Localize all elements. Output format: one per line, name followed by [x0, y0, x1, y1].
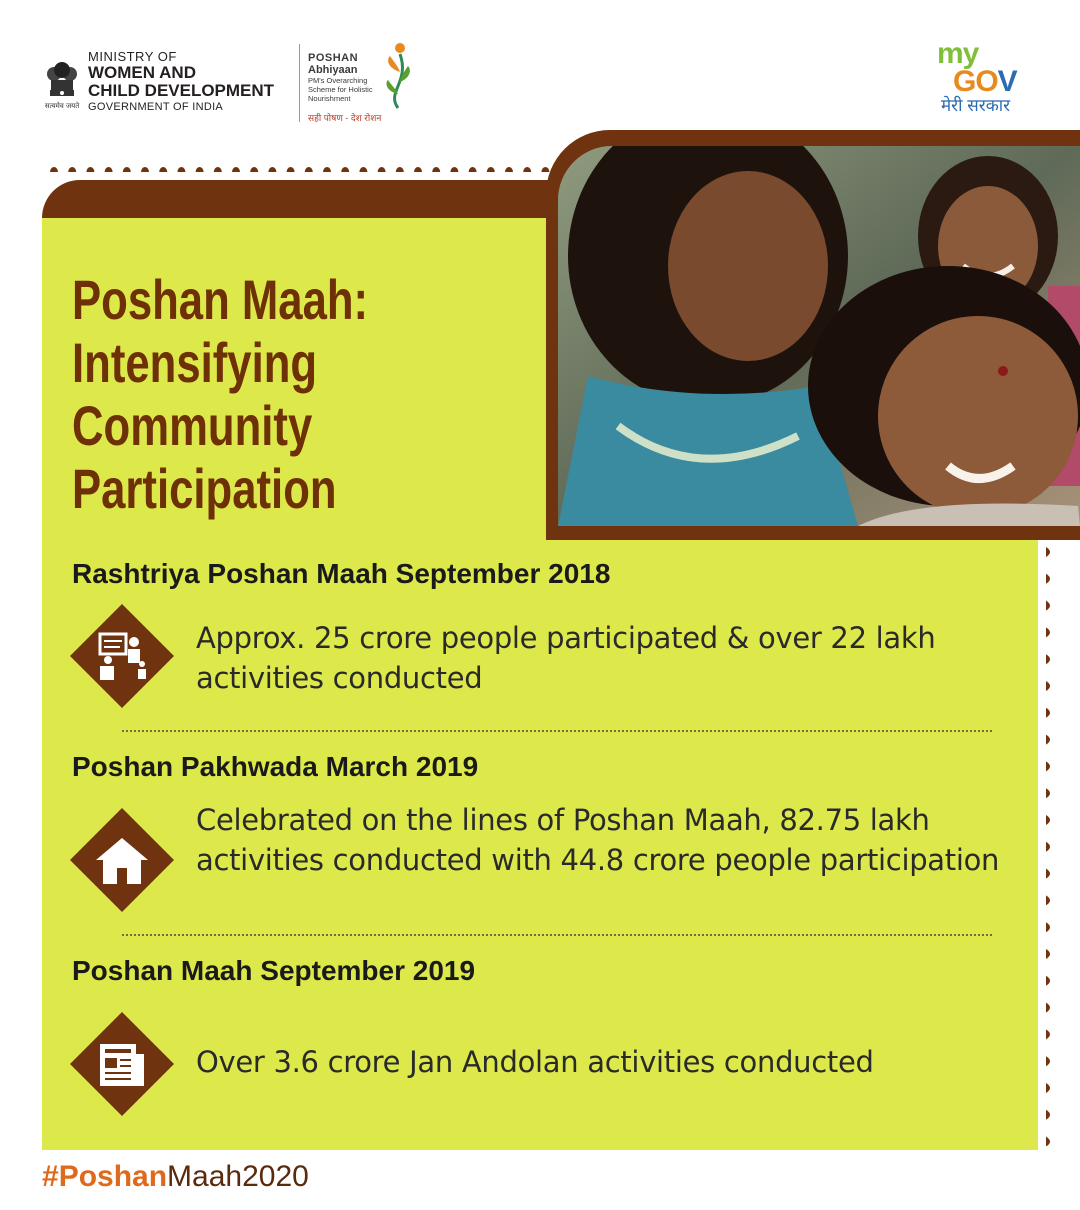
- decorative-bead: [86, 167, 94, 172]
- section-text-2019-september: Over 3.6 crore Jan Andolan activities conducted: [196, 1045, 874, 1079]
- decorative-bead: [396, 167, 404, 172]
- decorative-bead: [1046, 601, 1050, 611]
- decorative-bead: [378, 167, 386, 172]
- decorative-bead: [1046, 922, 1050, 932]
- decorative-bead: [541, 167, 549, 172]
- section-divider: [122, 934, 992, 936]
- decorative-bead: [196, 167, 204, 172]
- logo-divider: [299, 44, 300, 122]
- title-line2: Intensifying: [72, 331, 318, 394]
- decorative-bead: [232, 167, 240, 172]
- poshan-line3: PM's Overarching Scheme for Holistic Nourishment: [308, 76, 373, 103]
- ministry-line4: GOVERNMENT OF INDIA: [88, 101, 224, 113]
- poshan-line1: POSHAN: [308, 52, 359, 64]
- decorative-dots-top: [50, 162, 570, 174]
- decorative-bead: [1046, 1056, 1050, 1066]
- children-smiling-photo-icon: [558, 146, 1080, 526]
- decorative-triangles-right: [1044, 546, 1058, 1146]
- national-emblem-icon: [42, 50, 82, 122]
- decorative-bead: [359, 167, 367, 172]
- sprout-icon: [382, 42, 414, 110]
- mygov-hindi: मेरी सरकार: [941, 96, 1011, 115]
- decorative-bead: [432, 167, 440, 172]
- mygov-gov: [953, 65, 1045, 98]
- decorative-bead: [414, 167, 422, 172]
- hashtag-year: 2020: [242, 1160, 309, 1193]
- mygov-go: GO: [953, 65, 998, 98]
- hashtag-hash: #: [42, 1160, 59, 1193]
- ministry-line1: MINISTRY OF: [88, 49, 177, 64]
- mygov-logo: [935, 37, 1045, 116]
- decorative-bead: [250, 167, 258, 172]
- decorative-bead: [1046, 895, 1050, 905]
- decorative-bead: [1046, 574, 1050, 584]
- decorative-bead: [1046, 627, 1050, 637]
- section-text-2019-march: Celebrated on the lines of Poshan Maah, 82.75 lakh activities conducted with 44.8 crore people participation: [196, 803, 1000, 877]
- decorative-bead: [1046, 869, 1050, 879]
- ministry-line3: CHILD DEVELOPMENT: [88, 81, 275, 100]
- decorative-bead: [287, 167, 295, 172]
- hashtag: [42, 1160, 309, 1194]
- decorative-bead: [1046, 708, 1050, 718]
- decorative-bead: [1046, 949, 1050, 959]
- decorative-bead: [105, 167, 113, 172]
- header: [0, 0, 1080, 140]
- mygov-my: my: [937, 37, 979, 70]
- decorative-bead: [1046, 681, 1050, 691]
- section-heading-2018: Rashtriya Poshan Maah September 2018: [72, 558, 611, 589]
- decorative-bead: [1046, 788, 1050, 798]
- hashtag-maah: Maah: [167, 1160, 243, 1193]
- title-line1: Poshan Maah:: [72, 268, 369, 331]
- house-icon: [70, 808, 174, 912]
- decorative-bead: [487, 167, 495, 172]
- decorative-bead: [523, 167, 531, 172]
- decorative-bead: [1046, 1137, 1050, 1146]
- decorative-bead: [1046, 735, 1050, 745]
- decorative-bead: [1046, 654, 1050, 664]
- section-heading-2019-september: Poshan Maah September 2019: [72, 955, 476, 986]
- decorative-bead: [68, 167, 76, 172]
- decorative-bead: [1046, 1110, 1050, 1120]
- poshan-line2: Abhiyaan: [308, 64, 358, 76]
- ministry-logo-text: [88, 50, 274, 114]
- decorative-bead: [50, 167, 58, 172]
- decorative-bead: [1046, 976, 1050, 986]
- decorative-bead: [1046, 547, 1050, 557]
- title-line4: Participation: [72, 457, 337, 520]
- decorative-bead: [305, 167, 313, 172]
- newspaper-icon: [70, 1012, 174, 1116]
- decorative-bead: [123, 167, 131, 172]
- decorative-bead: [1046, 815, 1050, 825]
- section-heading-2019-march: Poshan Pakhwada March 2019: [72, 751, 479, 782]
- decorative-bead: [450, 167, 458, 172]
- children-photo: [558, 146, 1080, 526]
- decorative-bead: [1046, 1083, 1050, 1093]
- decorative-bead: [268, 167, 276, 172]
- decorative-bead: [505, 167, 513, 172]
- section-divider: [122, 730, 992, 732]
- decorative-bead: [214, 167, 222, 172]
- svg-text:सत्यमेव जयते: सत्यमेव जयते: [44, 102, 80, 110]
- decorative-bead: [177, 167, 185, 172]
- decorative-bead: [1046, 761, 1050, 771]
- hashtag-poshan: Poshan: [58, 1160, 168, 1193]
- poshan-abhiyaan-logo: [308, 52, 381, 124]
- decorative-bead: [469, 167, 477, 172]
- decorative-bead: [341, 167, 349, 172]
- section-text-2018: Approx. 25 crore people participated & over 22 lakh activities conducted: [196, 621, 936, 695]
- decorative-bead: [1046, 1003, 1050, 1013]
- title-line3: Community: [72, 394, 313, 457]
- decorative-bead: [1046, 1029, 1050, 1039]
- mygov-v: V: [997, 65, 1017, 98]
- poshan-tagline: सही पोषण - देश रोशन: [308, 113, 382, 123]
- decorative-bead: [159, 167, 167, 172]
- community-meeting-icon: [70, 604, 174, 708]
- decorative-bead: [323, 167, 331, 172]
- page-title: [72, 268, 462, 520]
- decorative-bead: [141, 167, 149, 172]
- decorative-bead: [1046, 842, 1050, 852]
- ministry-line2: WOMEN AND: [88, 63, 196, 82]
